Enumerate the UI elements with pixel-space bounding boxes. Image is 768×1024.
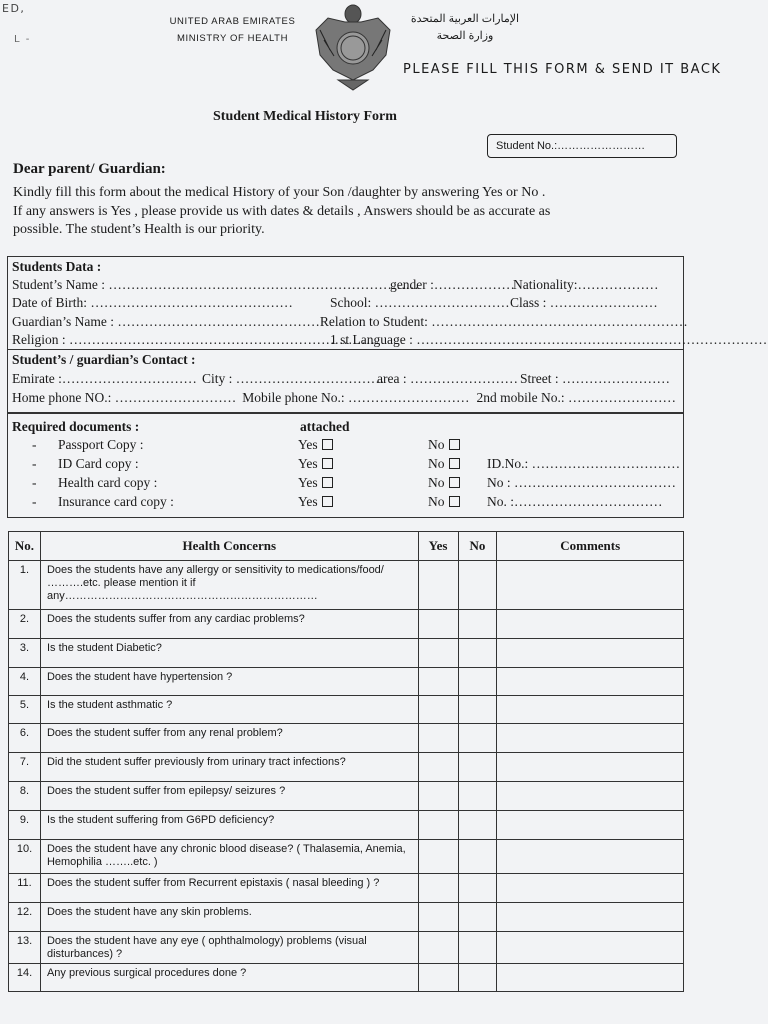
health-question: Is the student asthmatic ? bbox=[40, 696, 418, 724]
no-cell[interactable] bbox=[458, 840, 497, 874]
yes-label: Yes bbox=[298, 494, 318, 509]
yes-cell[interactable] bbox=[418, 753, 458, 782]
no-option bbox=[428, 437, 460, 453]
health-question: Did the student suffer previously from urinary tract infections? bbox=[40, 753, 418, 782]
greeting: Dear parent/ Guardian: bbox=[13, 161, 166, 177]
table-row bbox=[9, 753, 684, 782]
col-header-no-answer: No bbox=[458, 532, 497, 561]
health-question: Does the student have any chronic blood disease? ( Thalasemia, Anemia, Hemophilia ……..etc. ) bbox=[40, 840, 418, 874]
form-title: Student Medical History Form bbox=[213, 109, 397, 124]
row-number: 1. bbox=[9, 561, 41, 610]
comments-cell[interactable] bbox=[497, 724, 684, 753]
health-question: Is the student suffering from G6PD deficiency? bbox=[40, 811, 418, 840]
bullet: - bbox=[32, 494, 37, 509]
health-question: Does the students have any allergy or sensitivity to medications/food/ ……….etc. please mention it if any…………………………………………………………… bbox=[40, 561, 418, 610]
home-phone-field[interactable]: Home phone NO.: ……………………… bbox=[12, 390, 237, 405]
yes-cell[interactable] bbox=[418, 610, 458, 639]
yes-cell[interactable] bbox=[418, 964, 458, 992]
no-cell[interactable] bbox=[458, 903, 497, 932]
document-number-field[interactable]: ID.No.: …………………………… bbox=[487, 456, 681, 471]
relation-field[interactable]: Relation to Student: ………………………………………………… bbox=[319, 314, 688, 329]
no-cell[interactable] bbox=[458, 724, 497, 753]
document-number-field[interactable]: No : ……………………………… bbox=[487, 475, 676, 490]
yes-cell[interactable] bbox=[418, 840, 458, 874]
document-label: Insurance card copy : bbox=[58, 494, 174, 509]
health-question: Does the student have hypertension ? bbox=[40, 668, 418, 696]
yes-cell[interactable] bbox=[418, 639, 458, 668]
no-cell[interactable] bbox=[458, 874, 497, 903]
yes-cell[interactable] bbox=[418, 903, 458, 932]
dob-field[interactable]: Date of Birth: ……………………………………… bbox=[12, 295, 293, 310]
religion-field[interactable]: Religion : …………………………………………………………… bbox=[12, 332, 380, 347]
document-label: ID Card copy : bbox=[58, 456, 139, 471]
document-label: Health card copy : bbox=[58, 475, 158, 490]
documents-heading: Required documents : bbox=[12, 419, 140, 434]
yes-checkbox[interactable] bbox=[322, 496, 333, 507]
table-row bbox=[9, 840, 684, 874]
row-number: 6. bbox=[9, 724, 41, 753]
table-row bbox=[9, 964, 684, 992]
mobile-field[interactable]: Mobile phone No.: ……………………… bbox=[242, 390, 470, 405]
table-row bbox=[9, 561, 684, 610]
col-header-concerns: Health Concerns bbox=[40, 532, 418, 561]
health-question: Any previous surgical procedures done ? bbox=[40, 964, 418, 992]
yes-cell[interactable] bbox=[418, 811, 458, 840]
intro-line-2: If any answers is Yes , please provide us with dates & details , Answers should be as accurate as bbox=[13, 204, 551, 219]
uae-emblem-icon bbox=[308, 0, 398, 92]
col-header-yes: Yes bbox=[418, 532, 458, 561]
comments-cell[interactable] bbox=[497, 610, 684, 639]
no-cell[interactable] bbox=[458, 561, 497, 610]
table-row bbox=[9, 903, 684, 932]
language-field[interactable]: 1 st Language : …………………………………………………………………… bbox=[330, 332, 768, 347]
handwritten-scribble: ED, bbox=[2, 2, 26, 15]
no-cell[interactable] bbox=[458, 610, 497, 639]
yes-cell[interactable] bbox=[418, 724, 458, 753]
no-cell[interactable] bbox=[458, 668, 497, 696]
health-question: Does the student suffer from Recurrent epistaxis ( nasal bleeding ) ? bbox=[40, 874, 418, 903]
guardian-name-field[interactable]: Guardian’s Name : ……………………………………… bbox=[12, 314, 320, 329]
comments-cell[interactable] bbox=[497, 964, 684, 992]
intro-line-3: possible. The student’s Health is our priority. bbox=[13, 222, 265, 237]
comments-cell[interactable] bbox=[497, 932, 684, 964]
comments-cell[interactable] bbox=[497, 874, 684, 903]
yes-cell[interactable] bbox=[418, 932, 458, 964]
student-name-field[interactable]: Student’s Name : …………………………………………………………… bbox=[12, 277, 419, 292]
comments-cell[interactable] bbox=[497, 840, 684, 874]
health-question: Does the student suffer from epilepsy/ seizures ? bbox=[40, 782, 418, 811]
no-label: No bbox=[428, 494, 445, 509]
no-cell[interactable] bbox=[458, 811, 497, 840]
col-header-no: No. bbox=[9, 532, 41, 561]
no-cell[interactable] bbox=[458, 753, 497, 782]
country-name-en: UNITED ARAB EMIRATES bbox=[169, 16, 296, 27]
yes-checkbox[interactable] bbox=[322, 477, 333, 488]
row-number: 8. bbox=[9, 782, 41, 811]
row-number: 11. bbox=[9, 874, 41, 903]
documents-section bbox=[7, 412, 684, 518]
yes-option bbox=[298, 437, 333, 453]
col-header-comments: Comments bbox=[497, 532, 684, 561]
table-row bbox=[9, 932, 684, 964]
class-field[interactable]: Class : …………………… bbox=[510, 295, 658, 310]
row-number: 14. bbox=[9, 964, 41, 992]
yes-cell[interactable] bbox=[418, 782, 458, 811]
comments-cell[interactable] bbox=[497, 696, 684, 724]
ministry-name-ar: وزارة الصحة bbox=[436, 30, 494, 42]
no-checkbox[interactable] bbox=[449, 496, 460, 507]
attached-heading: attached bbox=[300, 419, 350, 434]
row-number: 4. bbox=[9, 668, 41, 696]
yes-cell[interactable] bbox=[418, 668, 458, 696]
yes-option bbox=[298, 494, 333, 510]
no-label: No bbox=[428, 456, 445, 471]
bullet: - bbox=[32, 437, 37, 452]
yes-label: Yes bbox=[298, 475, 318, 490]
yes-label: Yes bbox=[298, 456, 318, 471]
health-question: Does the student have any skin problems. bbox=[40, 903, 418, 932]
table-row bbox=[9, 639, 684, 668]
no-cell[interactable] bbox=[458, 696, 497, 724]
ministry-name-en: MINISTRY OF HEALTH bbox=[176, 33, 289, 44]
row-number: 5. bbox=[9, 696, 41, 724]
no-cell[interactable] bbox=[458, 932, 497, 964]
health-table bbox=[8, 531, 684, 992]
no-cell[interactable] bbox=[458, 639, 497, 668]
yes-label: Yes bbox=[298, 437, 318, 452]
no-option bbox=[428, 456, 460, 472]
nationality-field[interactable]: Nationality:……………… bbox=[513, 277, 659, 292]
gender-field[interactable]: gender :……………… bbox=[390, 277, 515, 292]
no-checkbox[interactable] bbox=[449, 477, 460, 488]
table-row bbox=[9, 610, 684, 639]
comments-cell[interactable] bbox=[497, 753, 684, 782]
contact-heading: Student’s / guardian’s Contact : bbox=[12, 352, 196, 367]
no-cell[interactable] bbox=[458, 964, 497, 992]
table-row bbox=[9, 724, 684, 753]
bullet: - bbox=[32, 475, 37, 490]
table-row bbox=[9, 811, 684, 840]
yes-cell[interactable] bbox=[418, 696, 458, 724]
no-cell[interactable] bbox=[458, 782, 497, 811]
handwritten-note: PLEASE FILL THIS FORM & SEND IT BACK bbox=[403, 62, 722, 77]
row-number: 2. bbox=[9, 610, 41, 639]
row-number: 7. bbox=[9, 753, 41, 782]
document-label: Passport Copy : bbox=[58, 437, 144, 452]
row-number: 3. bbox=[9, 639, 41, 668]
yes-cell[interactable] bbox=[418, 561, 458, 610]
yes-checkbox[interactable] bbox=[322, 439, 333, 450]
table-row bbox=[9, 782, 684, 811]
no-label: No bbox=[428, 437, 445, 452]
table-row bbox=[9, 874, 684, 903]
student-no-box[interactable]: Student No.:…………………… bbox=[487, 134, 677, 158]
second-mobile-field[interactable]: 2nd mobile No.: …………………… bbox=[476, 390, 676, 405]
comments-cell[interactable] bbox=[497, 639, 684, 668]
no-option bbox=[428, 494, 460, 510]
comments-cell[interactable] bbox=[497, 561, 684, 610]
yes-checkbox[interactable] bbox=[322, 458, 333, 469]
student-data-section bbox=[7, 256, 768, 414]
document-number-field[interactable]: No. :…………………………… bbox=[487, 494, 663, 509]
no-label: No bbox=[428, 475, 445, 490]
intro-line-1: Kindly fill this form about the medical History of your Son /daughter by answering Yes or No . bbox=[13, 185, 546, 200]
comments-cell[interactable] bbox=[497, 668, 684, 696]
school-field[interactable]: School: ………………………… bbox=[330, 295, 510, 310]
emirate-field[interactable]: Emirate :………………………… bbox=[12, 371, 197, 386]
row-number: 13. bbox=[9, 932, 41, 964]
no-option bbox=[428, 475, 460, 491]
no-checkbox[interactable] bbox=[449, 458, 460, 469]
comments-cell[interactable] bbox=[497, 782, 684, 811]
street-field[interactable]: Street : …………………… bbox=[520, 371, 670, 386]
student-data-heading: Students Data : bbox=[12, 259, 102, 274]
comments-cell[interactable] bbox=[497, 903, 684, 932]
no-checkbox[interactable] bbox=[449, 439, 460, 450]
handwritten-scribble: L - bbox=[14, 34, 31, 45]
city-field[interactable]: City : …………………………… bbox=[202, 371, 385, 386]
health-question: Is the student Diabetic? bbox=[40, 639, 418, 668]
row-number: 12. bbox=[9, 903, 41, 932]
country-name-ar: الإمارات العربية المتحدة bbox=[410, 13, 520, 25]
bullet: - bbox=[32, 456, 37, 471]
comments-cell[interactable] bbox=[497, 811, 684, 840]
table-row bbox=[9, 696, 684, 724]
yes-option bbox=[298, 456, 333, 472]
health-question: Does the students suffer from any cardiac problems? bbox=[40, 610, 418, 639]
yes-option bbox=[298, 475, 333, 491]
area-field[interactable]: area : …………………… bbox=[377, 371, 518, 386]
row-number: 9. bbox=[9, 811, 41, 840]
yes-cell[interactable] bbox=[418, 874, 458, 903]
health-question: Does the student suffer from any renal problem? bbox=[40, 724, 418, 753]
row-number: 10. bbox=[9, 840, 41, 874]
health-question: Does the student have any eye ( ophthalmology) problems (visual disturbances) ? bbox=[40, 932, 418, 964]
table-row bbox=[9, 668, 684, 696]
